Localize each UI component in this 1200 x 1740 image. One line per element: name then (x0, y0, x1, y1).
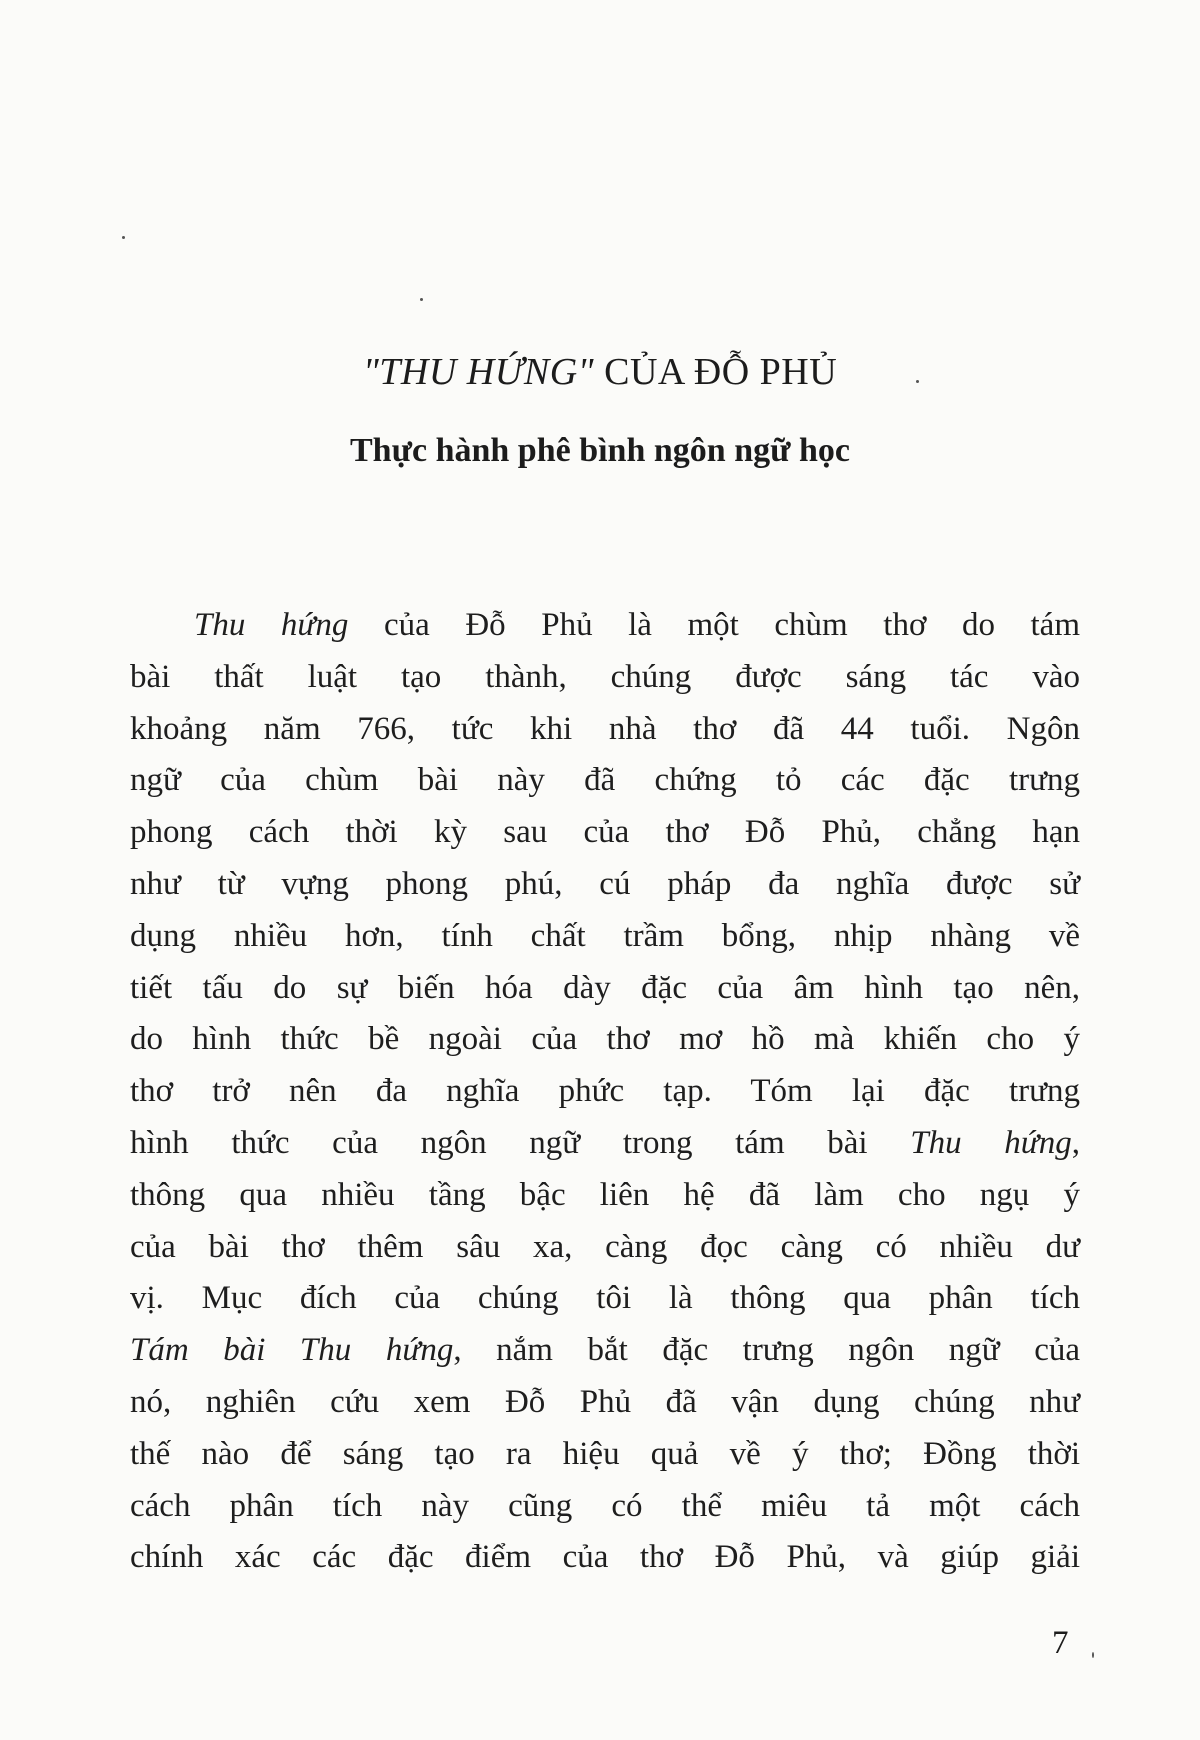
text-run: , nắm bắt đặc trưng ngôn ngữ của (453, 1332, 1080, 1369)
text-line (130, 911, 1080, 963)
text-run: bài thất luật tạo thành, chúng được sáng tác vào (130, 658, 1080, 695)
scan-speck (916, 380, 919, 383)
page-number: 7 (1052, 1625, 1069, 1661)
text-run: vị. Mục đích của chúng tôi là thông qua phân tích (130, 1280, 1080, 1317)
text-run: phong cách thời kỳ sau của thơ Đỗ Phủ, chẳng hạn (130, 814, 1080, 851)
text-run: hình thức của ngôn ngữ trong tám bài (130, 1124, 911, 1161)
text-run: ngữ của chùm bài này đã chứng tỏ các đặc trưng (130, 762, 1080, 799)
scan-speck (122, 236, 125, 239)
italic-text: Thu hứng (194, 607, 349, 643)
text-run: khoảng năm 766, tức khi nhà thơ đã 44 tuổi. Ngôn (130, 710, 1080, 747)
text-run: thế nào để sáng tạo ra hiệu quả về ý thơ; Đồng thời (130, 1435, 1080, 1472)
text-line (130, 1170, 1080, 1222)
text-line (130, 1429, 1080, 1481)
scan-speck (420, 298, 423, 301)
text-line (130, 755, 1080, 807)
text-run: thơ trở nên đa nghĩa phức tạp. Tóm lại đặc trưng (130, 1073, 1080, 1110)
text-line (130, 1066, 1080, 1118)
text-run: nó, nghiên cứu xem Đỗ Phủ đã vận dụng chúng như (130, 1383, 1080, 1420)
text-line (130, 1481, 1080, 1533)
text-run: như từ vựng phong phú, cú pháp đa nghĩa được sử (130, 865, 1080, 902)
text-run: do hình thức bề ngoài của thơ mơ hồ mà khiến cho ý (130, 1021, 1080, 1058)
text-line (130, 1325, 1080, 1377)
text-run: tiết tấu do sự biến hóa dày đặc của âm hình tạo nên, (130, 969, 1080, 1006)
chapter-title-quoted: "THU HỨNG" (362, 351, 595, 393)
text-line (130, 1222, 1080, 1274)
text-run: dụng nhiều hơn, tính chất trầm bổng, nhịp nhàng về (130, 917, 1080, 954)
chapter-title (0, 350, 1200, 394)
text-line (130, 859, 1080, 911)
italic-text: Thu hứng (910, 1124, 1072, 1161)
text-run: thông qua nhiều tầng bậc liên hệ đã làm cho ngụ ý (130, 1176, 1080, 1213)
italic-text: Tám bài Thu hứng (130, 1332, 454, 1369)
text-line (130, 1377, 1080, 1429)
text-run: , (1071, 1124, 1080, 1161)
text-line (130, 704, 1080, 756)
body-paragraph (130, 600, 1080, 1584)
text-line (130, 1532, 1080, 1584)
text-line (130, 652, 1080, 704)
scan-speck (1092, 1652, 1094, 1658)
text-line (130, 963, 1080, 1015)
text-line (130, 1273, 1080, 1325)
text-line (130, 807, 1080, 859)
text-line (130, 1118, 1080, 1170)
chapter-subtitle: Thực hành phê bình ngôn ngữ học (349, 432, 851, 469)
text-run: chính xác các đặc điểm của thơ Đỗ Phủ, và giúp giải (130, 1539, 1080, 1576)
text-line (130, 1014, 1080, 1066)
text-line (130, 600, 1080, 652)
text-run: cách phân tích này cũng có thể miêu tả một cách (130, 1487, 1080, 1524)
chapter-title-rest: CỦA ĐỖ PHỦ (594, 351, 838, 393)
text-run: của Đỗ Phủ là một chùm thơ do tám (348, 607, 1080, 643)
text-run: của bài thơ thêm sâu xa, càng đọc càng có nhiều dư (130, 1228, 1080, 1265)
